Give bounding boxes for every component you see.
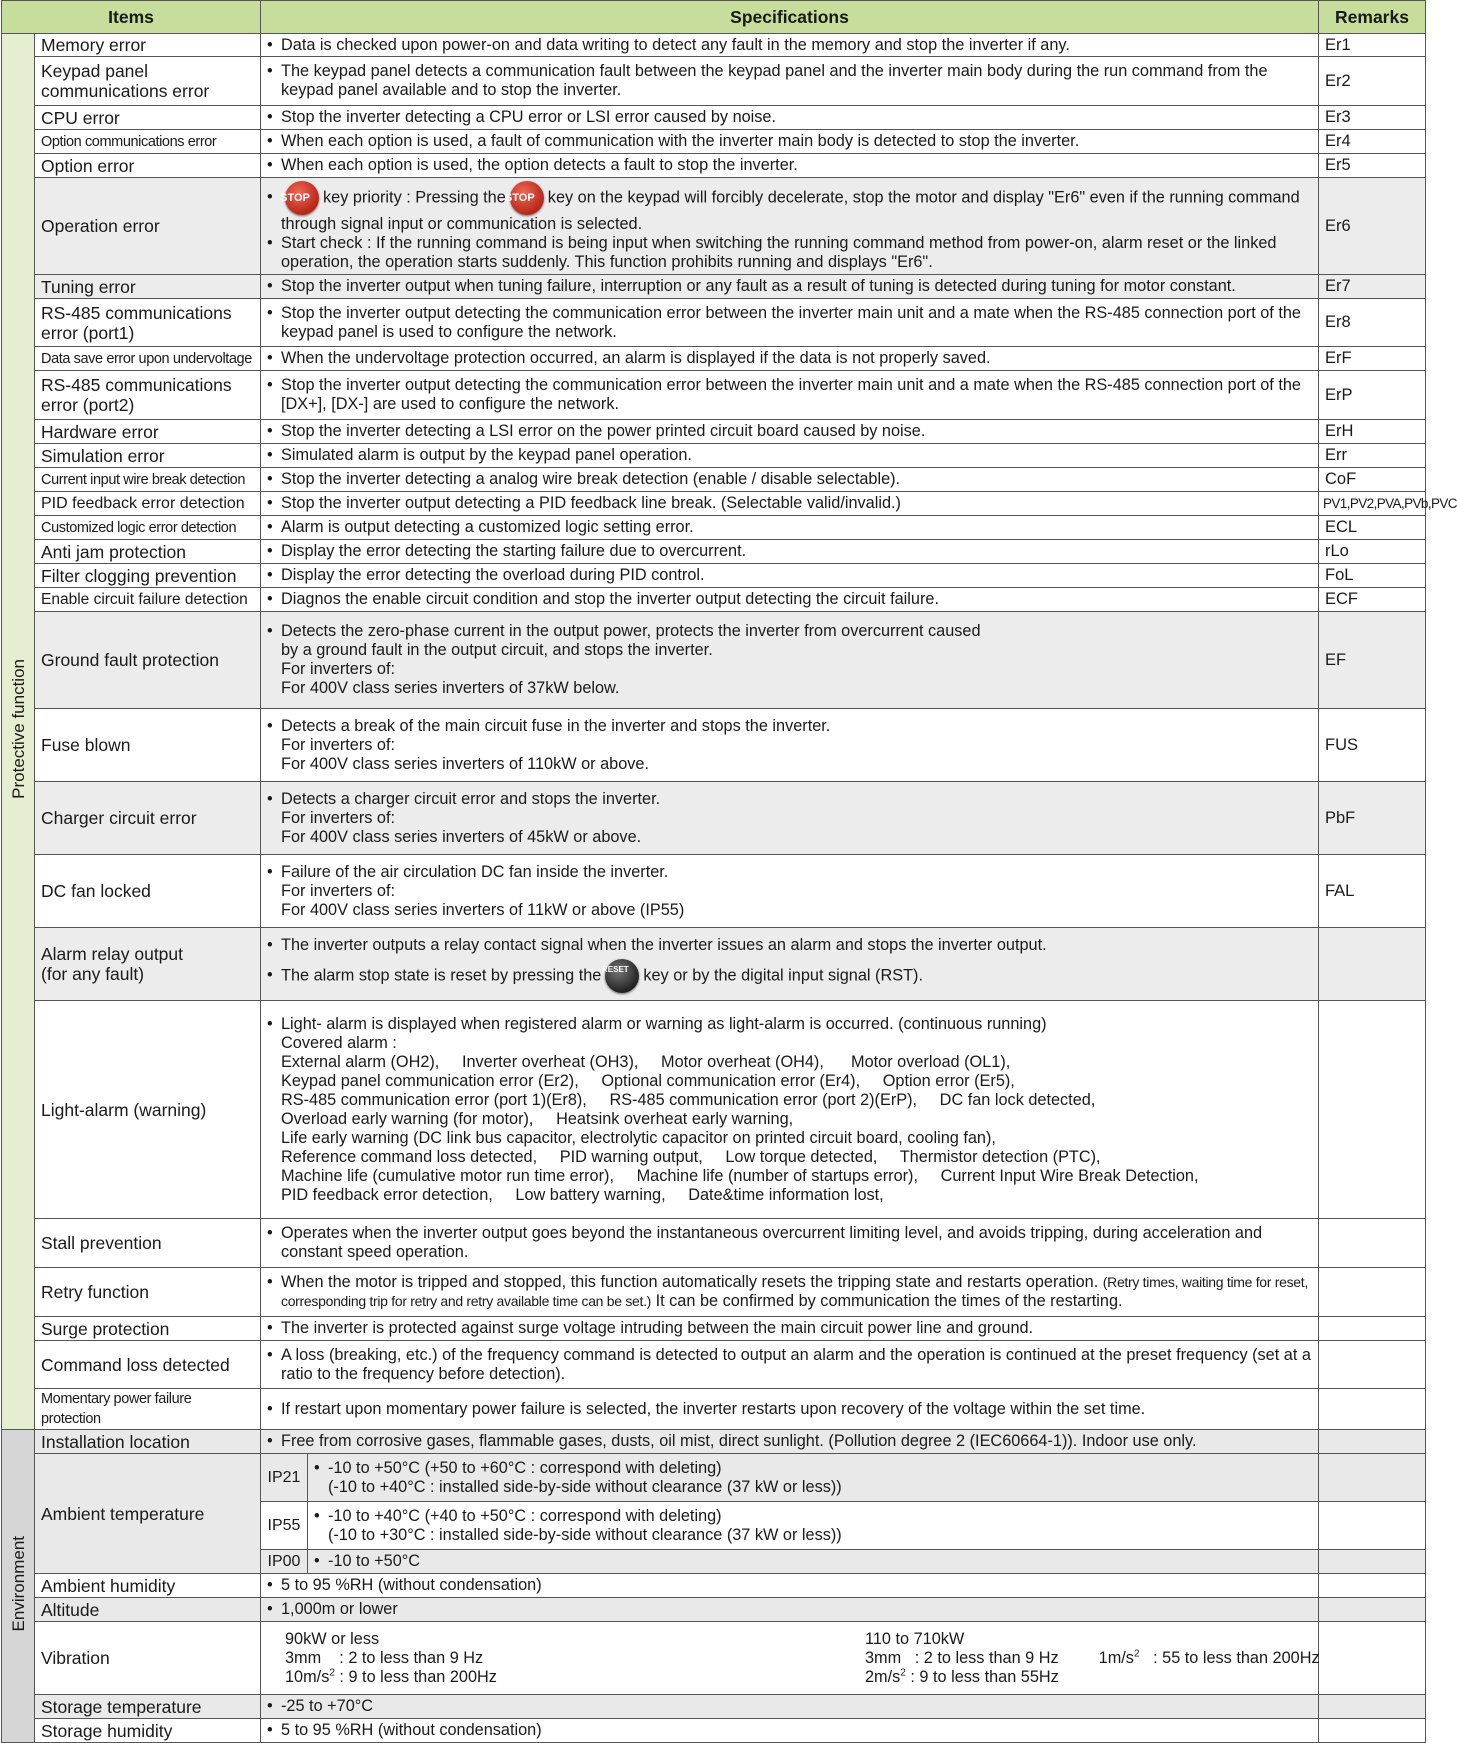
header-row <box>2 1 1426 34</box>
remark-cell <box>1319 1695 1426 1719</box>
item-cell: Current input wire break detection <box>35 468 261 492</box>
item-cell: Stall prevention <box>35 1219 261 1268</box>
remark-cell <box>1319 1389 1426 1430</box>
table-row <box>2 130 1426 154</box>
remark-cell: PbF <box>1319 782 1426 855</box>
table-row <box>2 1001 1426 1219</box>
table-row <box>2 928 1426 1001</box>
spec-cell: • STOP key priority : Pressing theSTOP key on the keypad will forcibly decelerate, stop the motor and display "Er6" even if the running command through signal input or communication is selected. • Start check : If the running command is being input when switching the running command method from power-on, alarm reset or the linked operation, the operation starts suddenly. This function prohibits running and displays "Er6". <box>261 178 1319 275</box>
table-row <box>2 275 1426 299</box>
item-cell: PID feedback error detection <box>35 492 261 516</box>
remark-cell <box>1319 1502 1426 1550</box>
group-environment: Environment <box>2 1430 35 1743</box>
item-cell: Light-alarm (warning) <box>35 1001 261 1219</box>
table-row <box>2 709 1426 782</box>
table-row <box>2 1341 1426 1389</box>
remark-cell: rLo <box>1319 540 1426 564</box>
spec-cell: • When the motor is tripped and stopped, this function automatically resets the tripping state and restarts operation. (Retry times, waiting time for reset, corresponding trip for retry and retry available time can be set.) It can be confirmed by communication the times of the restarting. <box>261 1268 1319 1317</box>
item-cell: Hardware error <box>35 420 261 444</box>
table-row <box>2 420 1426 444</box>
spec-cell: • Detects the zero-phase current in the output power, protects the inverter from overcurrent caused by a ground fault in the output circuit, and stops the inverter. For inverters of: For 400V class series inverters of 37kW below. <box>261 612 1319 709</box>
item-cell: Ambient humidity <box>35 1574 261 1598</box>
spec-cell: • 1,000m or lower <box>261 1598 1319 1622</box>
table-row <box>2 1317 1426 1341</box>
item-cell: Vibration <box>35 1622 261 1695</box>
item-cell: RS-485 communications error (port2) <box>35 371 261 420</box>
table-row <box>2 468 1426 492</box>
spec-cell: • The inverter outputs a relay contact signal when the inverter issues an alarm and stops the inverter output. • The alarm stop state is reset by pressing theRESET key or by the digital input signal (RST). <box>261 928 1319 1001</box>
spec-cell: • Failure of the air circulation DC fan inside the inverter. For inverters of: For 400V class series inverters of 11kW or above (IP55) <box>261 855 1319 928</box>
spec-cell: • Stop the inverter detecting a CPU error or LSI error caused by noise. <box>261 106 1319 130</box>
spec-cell: • The inverter is protected against surge voltage intruding between the main circuit power line and ground. <box>261 1317 1319 1341</box>
table-row <box>2 1430 1426 1454</box>
spec-cell: • If restart upon momentary power failure is selected, the inverter restarts upon recovery of the voltage within the set time. <box>261 1389 1319 1430</box>
remark-cell: CoF <box>1319 468 1426 492</box>
spec-cell: • Diagnos the enable circuit condition and stop the inverter output detecting the circuit failure. <box>261 588 1319 612</box>
remark-cell <box>1319 1268 1426 1317</box>
item-cell: DC fan locked <box>35 855 261 928</box>
spec-cell: • When the undervoltage protection occurred, an alarm is displayed if the data is not properly saved. <box>261 347 1319 371</box>
spec-cell: • -25 to +70°C <box>261 1695 1319 1719</box>
item-cell: Alarm relay output (for any fault) <box>35 928 261 1001</box>
remark-cell <box>1319 1219 1426 1268</box>
table-row <box>2 588 1426 612</box>
spec-cell: • Stop the inverter detecting a LSI error on the power printed circuit board caused by noise. <box>261 420 1319 444</box>
remark-cell <box>1319 928 1426 1001</box>
remark-cell: ErH <box>1319 420 1426 444</box>
spec-cell: • Stop the inverter output when tuning failure, interruption or any fault as a result of tuning is detected during tuning for motor constant. <box>261 275 1319 299</box>
spec-cell: • Detects a charger circuit error and stops the inverter. For inverters of: For 400V class series inverters of 45kW or above. <box>261 782 1319 855</box>
item-cell: Enable circuit failure detection <box>35 588 261 612</box>
reset-key-icon: RESET <box>605 959 639 993</box>
item-cell: Keypad panel communications error <box>35 57 261 106</box>
stop-key-icon: STOP <box>285 181 319 215</box>
remark-cell: FUS <box>1319 709 1426 782</box>
remark-cell: PV1,PV2,PVA,PVb,PVC <box>1319 492 1426 516</box>
remark-cell: Er7 <box>1319 275 1426 299</box>
table-row <box>2 1389 1426 1430</box>
remark-cell: ErP <box>1319 371 1426 420</box>
item-cell: Altitude <box>35 1598 261 1622</box>
table-row <box>2 1574 1426 1598</box>
spec-cell: • Simulated alarm is output by the keypad panel operation. <box>261 444 1319 468</box>
spec-cell: • Detects a break of the main circuit fuse in the inverter and stops the inverter. For inverters of: For 400V class series inverters of 110kW or above. <box>261 709 1319 782</box>
table-row <box>2 1598 1426 1622</box>
remark-cell <box>1319 1341 1426 1389</box>
remark-cell: Er3 <box>1319 106 1426 130</box>
header-items: Items <box>2 1 261 34</box>
remark-cell: Er5 <box>1319 154 1426 178</box>
table-row <box>2 855 1426 928</box>
spec-cell: • -10 to +50°C (+50 to +60°C : correspond with deleting) (-10 to +40°C : installed side-by-side without clearance (37 kW or less)) <box>308 1454 1319 1502</box>
item-cell: Storage humidity <box>35 1719 261 1743</box>
table-row <box>2 1219 1426 1268</box>
table-row <box>2 1719 1426 1743</box>
item-cell: Filter clogging prevention <box>35 564 261 588</box>
item-cell: Storage temperature <box>35 1695 261 1719</box>
ip-class-label: IP21 <box>261 1454 308 1502</box>
remark-cell: Er4 <box>1319 130 1426 154</box>
item-cell: Option error <box>35 154 261 178</box>
table-row <box>2 782 1426 855</box>
table-row <box>2 612 1426 709</box>
table-row <box>2 492 1426 516</box>
remark-cell <box>1319 1574 1426 1598</box>
table-row <box>2 347 1426 371</box>
spec-cell: • Stop the inverter output detecting the communication error between the inverter main unit and a mate when the RS-485 connection port of the keypad panel is used to configure the network. <box>261 299 1319 347</box>
table-row <box>2 106 1426 130</box>
item-cell: Simulation error <box>35 444 261 468</box>
group-protective: Protective function <box>2 34 35 1430</box>
ip-class-label: IP00 <box>261 1550 308 1574</box>
spec-cell: • The keypad panel detects a communication fault between the keypad panel and the inverter main body during the run command from the keypad panel available and to stop the inverter. <box>261 57 1319 106</box>
table-row <box>2 1268 1426 1317</box>
spec-cell: • Data is checked upon power-on and data writing to detect any fault in the memory and stop the inverter if any. <box>261 34 1319 57</box>
spec-cell: • Display the error detecting the starting failure due to overcurrent. <box>261 540 1319 564</box>
item-cell: Retry function <box>35 1268 261 1317</box>
item-cell: Command loss detected <box>35 1341 261 1389</box>
item-cell: Surge protection <box>35 1317 261 1341</box>
remark-cell: FAL <box>1319 855 1426 928</box>
item-cell: Fuse blown <box>35 709 261 782</box>
item-cell: Installation location <box>35 1430 261 1454</box>
item-cell: Charger circuit error <box>35 782 261 855</box>
item-cell: Momentary power failure protection <box>35 1389 261 1430</box>
spec-cell: • A loss (breaking, etc.) of the frequency command is detected to output an alarm and the operation is continued at the preset frequency (set at a ratio to the frequency before detection). <box>261 1341 1319 1389</box>
table-row <box>2 154 1426 178</box>
spec-cell: • -10 to +40°C (+40 to +50°C : correspond with deleting) (-10 to +30°C : installed side-by-side without clearance (37 kW or less)) <box>308 1502 1319 1550</box>
spec-cell: • Alarm is output detecting a customized logic setting error. <box>261 516 1319 540</box>
table-row <box>2 444 1426 468</box>
remark-cell: Er1 <box>1319 34 1426 57</box>
remark-cell: ECF <box>1319 588 1426 612</box>
item-cell: Option communications error <box>35 130 261 154</box>
remark-cell: EF <box>1319 612 1426 709</box>
table-row <box>2 299 1426 347</box>
remark-cell: Er8 <box>1319 299 1426 347</box>
item-cell: CPU error <box>35 106 261 130</box>
remark-cell: Er6 <box>1319 178 1426 275</box>
spec-cell: • Stop the inverter detecting a analog wire break detection (enable / disable selectable). <box>261 468 1319 492</box>
header-specifications: Specifications <box>261 1 1319 34</box>
remark-cell: ECL <box>1319 516 1426 540</box>
remark-cell <box>1319 1317 1426 1341</box>
table-row <box>2 564 1426 588</box>
spec-cell: • When each option is used, a fault of communication with the inverter main body is detected to stop the inverter. <box>261 130 1319 154</box>
spec-cell: • 5 to 95 %RH (without condensation) <box>261 1574 1319 1598</box>
remark-cell <box>1319 1454 1426 1502</box>
item-cell: Operation error <box>35 178 261 275</box>
remark-cell <box>1319 1430 1426 1454</box>
item-cell: Tuning error <box>35 275 261 299</box>
remark-cell: FoL <box>1319 564 1426 588</box>
spec-cell: • Operates when the inverter output goes beyond the instantaneous overcurrent limiting level, and avoids tripping, during acceleration and constant speed operation. <box>261 1219 1319 1268</box>
item-cell: Ground fault protection <box>35 612 261 709</box>
stop-key-icon: STOP <box>510 181 544 215</box>
vibration-grid: 90kW or less 110 to 710kW 3mm : 2 to less than 9 Hz 3mm : 2 to less than 9 Hz $1m/s^2$ : 55 to less than 200Hz $10m/s^2$ : 9 to less than 200Hz $2m/s^2$ : 9 to less than 55Hz <box>285 1629 1320 1686</box>
remark-cell <box>1319 1719 1426 1743</box>
remark-cell <box>1319 1622 1426 1695</box>
table-row <box>2 1695 1426 1719</box>
remark-cell <box>1319 1598 1426 1622</box>
ip-class-label: IP55 <box>261 1502 308 1550</box>
spec-cell: • Free from corrosive gases, flammable gases, dusts, oil mist, direct sunlight. (Pollution degree 2 (IEC60664-1)). Indoor use only. <box>261 1430 1319 1454</box>
spec-cell <box>261 1622 1319 1695</box>
spec-cell: • Stop the inverter output detecting a PID feedback line break. (Selectable valid/invalid.) <box>261 492 1319 516</box>
header-remarks: Remarks <box>1319 1 1426 34</box>
item-cell: Anti jam protection <box>35 540 261 564</box>
specifications-table <box>1 0 1457 1743</box>
remark-cell: Er2 <box>1319 57 1426 106</box>
item-cell: Data save error upon undervoltage <box>35 347 261 371</box>
remark-cell <box>1319 1001 1426 1219</box>
spec-cell: • -10 to +50°C <box>308 1550 1319 1574</box>
item-cell: RS-485 communications error (port1) <box>35 299 261 347</box>
spec-cell: • Light- alarm is displayed when registered alarm or warning as light-alarm is occurred. (continuous running) Covered alarm : External alarm (OH2), Inverter overheat (OH3), Motor overheat (OH4), Motor overload (OL1), Keypad panel communication error (Er2), Optional communication error (Er4), Option error (Er5), RS-485 communication error (port 1)(Er8), RS-485 communication error (port 2)(ErP), DC fan lock detected, Overload early warning (for motor), Heatsink overheat early warning, Life early warning (DC link bus capacitor, electrolytic capacitor on printed circuit board, cooling fan), Reference command loss detected, PID warning output, Low torque detected, Thermistor detection (PTC), Machine life (cumulative motor run time error), Machine life (number of startups error), Current Input Wire Break Detection, PID feedback error detection, Low battery warning, Date&time information lost, <box>261 1001 1319 1219</box>
spec-cell: • Display the error detecting the overload during PID control. <box>261 564 1319 588</box>
table-row <box>2 57 1426 106</box>
remark-cell: Err <box>1319 444 1426 468</box>
item-cell: Memory error <box>35 34 261 57</box>
spec-cell: • Stop the inverter output detecting the communication error between the inverter main unit and a mate when the RS-485 connection port of the [DX+], [DX-] are used to configure the network. <box>261 371 1319 420</box>
table-row <box>2 1454 1426 1502</box>
table-row <box>2 540 1426 564</box>
table-row <box>2 1622 1426 1695</box>
table-row <box>2 516 1426 540</box>
table-row <box>2 371 1426 420</box>
spec-cell: • 5 to 95 %RH (without condensation) <box>261 1719 1319 1743</box>
item-cell: Ambient temperature <box>35 1454 261 1574</box>
remark-cell <box>1319 1550 1426 1574</box>
item-cell: Customized logic error detection <box>35 516 261 540</box>
remark-cell: ErF <box>1319 347 1426 371</box>
spec-cell: • When each option is used, the option detects a fault to stop the inverter. <box>261 154 1319 178</box>
table-row <box>2 178 1426 275</box>
table-row <box>2 34 1426 57</box>
